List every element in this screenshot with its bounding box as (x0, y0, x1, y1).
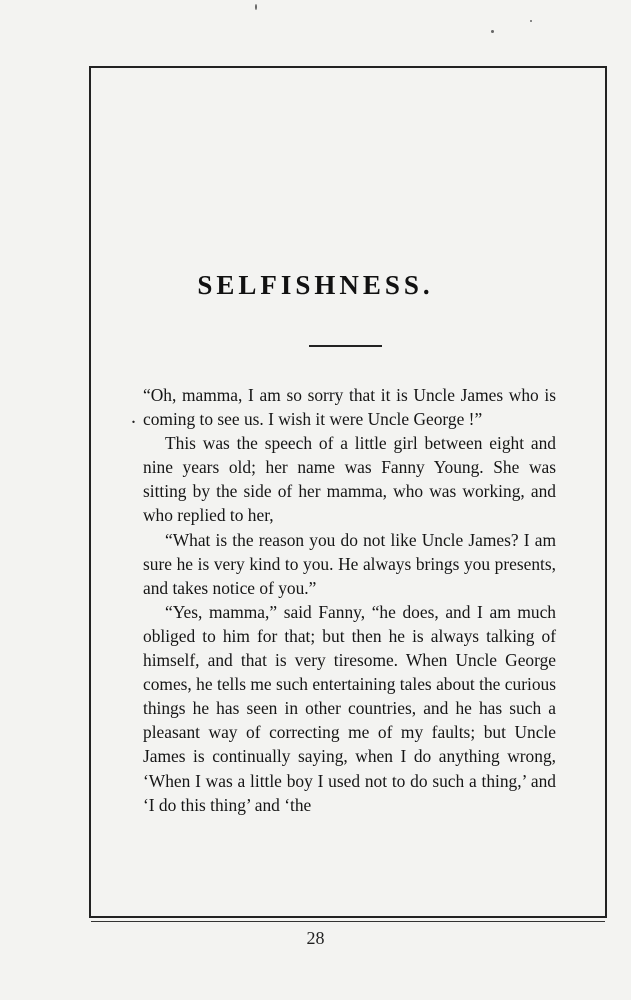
chapter-heading: SELFISHNESS. (197, 270, 434, 300)
body-text (143, 383, 556, 817)
margin-mark: . (131, 406, 136, 428)
paragraph: “What is the reason you do not like Uncle James? I am sure he is very kind to you. He always brings you presents, and takes notice of you.” (143, 529, 556, 598)
heading-divider (309, 345, 382, 347)
scan-speck (491, 30, 494, 33)
page-number: 28 (306, 928, 325, 948)
paragraph: “Yes, mamma,” said Fanny, “he does, and I am much obliged to him for that; but then he is always talking of himself, and that is very tiresome. When Uncle George comes, he tells me such entertaining tales about the curious things he has seen in other countries, and he has such a pleasant way of correcting me of my faults; but Uncle James is continually saying, when I do anything wrong, ‘When I was a little boy I used not to do such a thing,’ and ‘I do this thing’ and ‘the (143, 601, 556, 815)
page-border-bottom-rule (91, 921, 605, 922)
paragraph: “Oh, mamma, I am so sorry that it is Uncle James who is coming to see us. I wish it were Uncle George !” (143, 385, 556, 430)
scan-speck (255, 4, 257, 10)
scan-speck (530, 20, 532, 22)
paragraph: This was the speech of a little girl between eight and nine years old; her name was Fanny Young. She was sitting by the side of her mamma, who was working, and who replied to her, (143, 433, 556, 526)
